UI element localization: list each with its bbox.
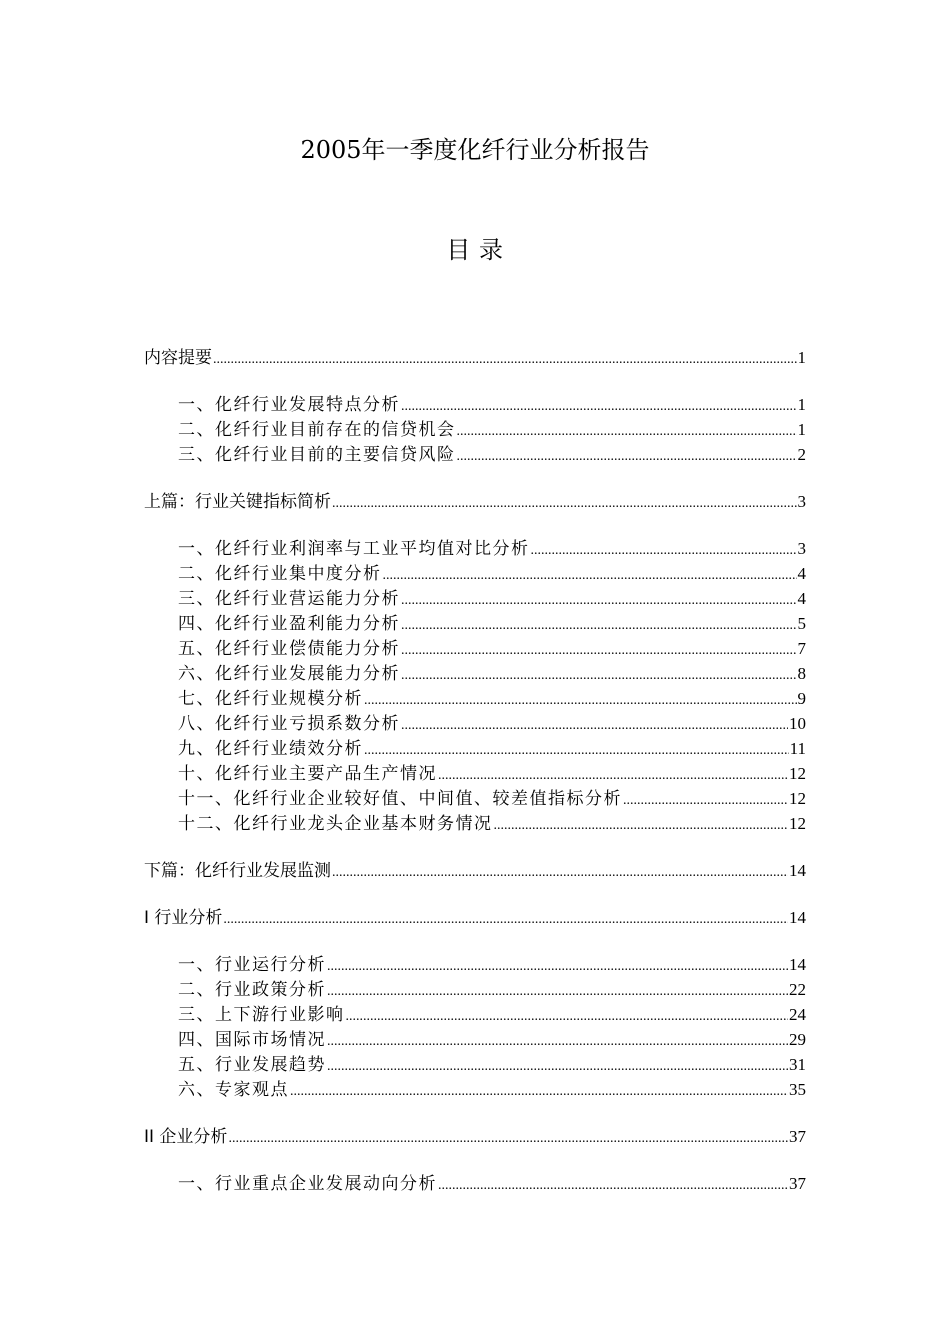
toc-item-label: 三、化纤行业目前的主要信贷风险 <box>178 445 456 465</box>
document-title: 2005年一季度化纤行业分析报告 <box>300 136 650 164</box>
toc-item-page: 4 <box>797 564 806 583</box>
toc-item-label: 八、化纤行业亏损系数分析 <box>178 714 400 734</box>
toc-item[interactable] <box>178 442 806 467</box>
toc-item[interactable] <box>178 686 806 711</box>
toc-item-label: 七、化纤行业规模分析 <box>178 689 363 709</box>
toc-item-page: 37 <box>789 1174 806 1193</box>
toc-item-page: 12 <box>789 789 806 808</box>
toc-item[interactable] <box>178 1002 806 1027</box>
toc-item-label: 二、化纤行业集中度分析 <box>178 564 382 584</box>
toc-section[interactable] <box>144 345 806 370</box>
toc-item-page: 22 <box>789 980 806 999</box>
dot-leader <box>494 812 789 838</box>
toc-item-page: 7 <box>797 639 806 658</box>
toc-item[interactable] <box>178 711 806 736</box>
toc-item[interactable] <box>178 736 806 761</box>
toc-item-page: 12 <box>789 814 806 833</box>
dot-leader <box>401 637 797 663</box>
toc-item-page: 2 <box>797 445 806 464</box>
dot-leader <box>327 978 788 1004</box>
toc-item[interactable] <box>178 661 806 686</box>
toc-item-label: 一、行业重点企业发展动向分析 <box>178 1174 437 1194</box>
toc-item-page: 3 <box>797 539 806 558</box>
dot-leader <box>332 859 788 885</box>
toc-item[interactable] <box>178 417 806 442</box>
toc-item-page: 14 <box>789 861 806 880</box>
dot-leader <box>364 737 789 763</box>
toc-item-page: 1 <box>797 395 806 414</box>
toc-item[interactable] <box>178 611 806 636</box>
toc-item-page: 1 <box>797 348 806 367</box>
dot-leader <box>213 346 797 372</box>
toc-item[interactable] <box>178 811 806 836</box>
dot-leader <box>457 418 797 444</box>
toc-item-label: 下篇：化纤行业发展监测 <box>144 861 331 881</box>
dot-leader <box>401 612 797 638</box>
toc-item-page: 8 <box>797 664 806 683</box>
toc-item-label: I 行业分析 <box>144 908 223 928</box>
toc-item-label: II 企业分析 <box>144 1127 228 1147</box>
dot-leader <box>332 490 797 516</box>
toc-item-label: 十、化纤行业主要产品生产情况 <box>178 764 437 784</box>
toc-item[interactable] <box>178 1052 806 1077</box>
dot-leader <box>438 1172 788 1198</box>
toc-section[interactable] <box>144 489 806 514</box>
toc-item-label: 五、化纤行业偿债能力分析 <box>178 639 400 659</box>
toc-item[interactable] <box>178 536 806 561</box>
toc-item[interactable] <box>178 636 806 661</box>
toc-item-label: 上篇：行业关键指标简析 <box>144 492 331 512</box>
toc-item-label: 四、国际市场情况 <box>178 1030 326 1050</box>
toc-item-label: 六、专家观点 <box>178 1080 289 1100</box>
toc-item-page: 31 <box>789 1055 806 1074</box>
dot-leader <box>346 1003 789 1029</box>
toc-item[interactable] <box>178 1027 806 1052</box>
dot-leader <box>457 443 797 469</box>
toc-item-page: 4 <box>797 589 806 608</box>
toc-item-label: 三、上下游行业影响 <box>178 1005 345 1025</box>
dot-leader <box>401 712 788 738</box>
dot-leader <box>290 1078 788 1104</box>
toc-item[interactable] <box>178 392 806 417</box>
toc-item-label: 一、行业运行分析 <box>178 955 326 975</box>
toc-item-label: 三、化纤行业营运能力分析 <box>178 589 400 609</box>
dot-leader <box>531 537 797 563</box>
toc-item-page: 12 <box>789 764 806 783</box>
toc-item-label: 十一、化纤行业企业较好值、中间值、较差值指标分析 <box>178 789 622 809</box>
toc-item[interactable] <box>178 1171 806 1196</box>
toc-item-page: 14 <box>789 908 806 927</box>
toc-item[interactable] <box>178 561 806 586</box>
toc-heading: 目 录 <box>446 236 504 264</box>
dot-leader <box>401 662 797 688</box>
toc-item-page: 3 <box>797 492 806 511</box>
toc-item[interactable] <box>178 977 806 1002</box>
dot-leader <box>327 953 788 979</box>
toc-item-page: 24 <box>789 1005 806 1024</box>
toc-item[interactable] <box>178 1077 806 1102</box>
toc-item[interactable] <box>178 952 806 977</box>
dot-leader <box>401 393 797 419</box>
toc-item-label: 二、行业政策分析 <box>178 980 326 1000</box>
toc-item-page: 37 <box>789 1127 806 1146</box>
dot-leader <box>383 562 797 588</box>
toc-item-page: 14 <box>789 955 806 974</box>
dot-leader <box>327 1028 788 1054</box>
toc-item-page: 1 <box>797 420 806 439</box>
toc-item-label: 十二、化纤行业龙头企业基本财务情况 <box>178 814 493 834</box>
toc-item-label: 四、化纤行业盈利能力分析 <box>178 614 400 634</box>
toc-item-label: 一、化纤行业利润率与工业平均值对比分析 <box>178 539 530 559</box>
toc-item-label: 六、化纤行业发展能力分析 <box>178 664 400 684</box>
toc-item[interactable] <box>178 586 806 611</box>
dot-leader <box>228 1125 788 1151</box>
dot-leader <box>364 687 797 713</box>
dot-leader <box>223 906 788 932</box>
toc-item[interactable] <box>178 761 806 786</box>
toc-section[interactable] <box>144 858 806 883</box>
toc-item-label: 九、化纤行业绩效分析 <box>178 739 363 759</box>
toc-item-page: 9 <box>797 689 806 708</box>
dot-leader <box>327 1053 788 1079</box>
toc-item-page: 10 <box>789 714 806 733</box>
toc-item-label: 五、行业发展趋势 <box>178 1055 326 1075</box>
toc-item[interactable] <box>178 786 806 811</box>
toc-item-page: 35 <box>789 1080 806 1099</box>
toc-item-page: 29 <box>789 1030 806 1049</box>
toc-item-label: 内容提要 <box>144 348 212 368</box>
dot-leader <box>401 587 797 613</box>
toc-item-page: 5 <box>797 614 806 633</box>
toc-item-label: 二、化纤行业目前存在的信贷机会 <box>178 420 456 440</box>
dot-leader <box>438 762 788 788</box>
toc-item-label: 一、化纤行业发展特点分析 <box>178 395 400 415</box>
dot-leader <box>623 787 788 813</box>
toc-item-page: 11 <box>789 739 806 758</box>
toc-section[interactable] <box>144 1124 806 1149</box>
toc-section[interactable] <box>144 905 806 930</box>
